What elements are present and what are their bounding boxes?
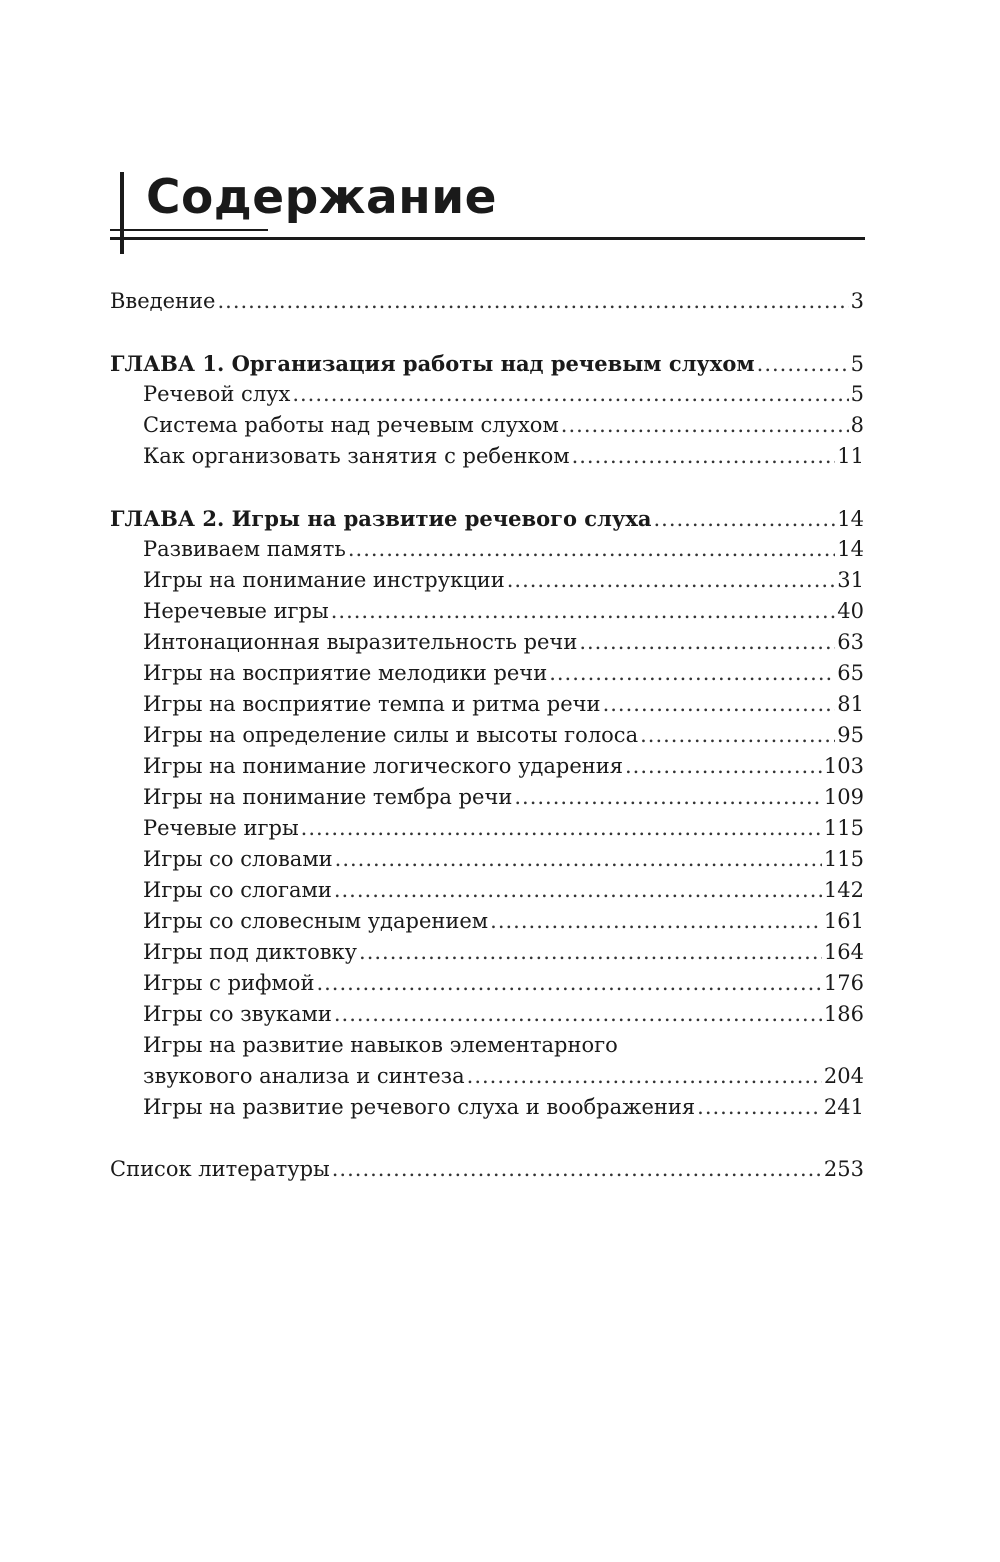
toc-entry[interactable]	[110, 1061, 864, 1092]
toc-entry-title: Игры со слогами	[143, 878, 332, 902]
dot-leader	[217, 286, 848, 317]
toc-entry-title: Речевой слух	[143, 382, 291, 406]
toc-entry[interactable]	[110, 1092, 864, 1123]
toc-entry-page: 103	[823, 754, 864, 778]
dot-leader	[625, 751, 822, 782]
toc-entry-title: Игры на определение силы и высоты голоса	[143, 723, 639, 747]
toc-entry[interactable]	[110, 937, 864, 968]
dot-leader	[572, 441, 836, 472]
toc-entry[interactable]	[110, 875, 864, 906]
toc-entry-title: Речевые игры	[143, 816, 299, 840]
heading-vertical-rule	[120, 172, 124, 254]
dot-leader	[334, 999, 822, 1030]
toc-entry-title: Игры с рифмой	[143, 971, 315, 995]
toc-entry-page: 241	[823, 1095, 864, 1119]
toc-entry-title: Игры на развитие речевого слуха и воображения	[143, 1095, 696, 1119]
toc-entry-title: Развиваем память	[143, 537, 346, 561]
dot-leader	[467, 1061, 822, 1092]
dot-leader	[316, 968, 821, 999]
dot-leader	[757, 349, 849, 380]
dot-leader	[348, 534, 835, 565]
toc-entry[interactable]	[110, 906, 864, 937]
toc-entry-bibliography[interactable]	[110, 1154, 864, 1185]
dot-leader	[514, 782, 822, 813]
dot-leader	[301, 813, 822, 844]
toc-entry-page: 176	[823, 971, 864, 995]
toc-entry-title: Игры со звуками	[143, 1002, 332, 1026]
toc-entry-page: 31	[837, 568, 864, 592]
dot-leader	[332, 1154, 822, 1185]
toc-entry-page: 63	[837, 630, 864, 654]
toc-entry-title: Игры под диктовку	[143, 940, 358, 964]
heading-rule	[110, 237, 865, 240]
toc-entry-title: Игры на восприятие темпа и ритма речи	[143, 692, 601, 716]
dot-leader	[549, 658, 835, 689]
toc-entry-title: Система работы над речевым слухом	[143, 413, 559, 437]
toc-entry[interactable]	[110, 720, 864, 751]
toc-entry[interactable]	[110, 782, 864, 813]
toc-entry-page: 8	[850, 413, 864, 437]
toc-entry-page: 40	[837, 599, 864, 623]
dot-leader	[561, 410, 849, 441]
toc-entry-page: 3	[850, 289, 864, 313]
dot-leader	[603, 689, 836, 720]
toc-chapter-page: 14	[837, 507, 864, 531]
toc-entry[interactable]	[110, 968, 864, 999]
dot-leader	[490, 906, 822, 937]
toc-entry-page: 14	[837, 537, 864, 561]
toc-entry-page: 186	[823, 1002, 864, 1026]
toc-entry-page: 164	[823, 940, 864, 964]
dot-leader	[331, 596, 836, 627]
toc-entry[interactable]	[110, 596, 864, 627]
dot-leader	[292, 379, 848, 410]
toc-entry[interactable]	[110, 379, 864, 410]
toc-entry-page: 142	[823, 878, 864, 902]
toc-entry[interactable]	[110, 565, 864, 596]
toc-chapter-title: ГЛАВА 1. Организация работы над речевым слухом	[110, 351, 755, 376]
toc-entry-title: Игры со словесным ударением	[143, 909, 489, 933]
toc-entry-title: Как организовать занятия с ребенком	[143, 444, 570, 468]
toc-entry-title: Интонационная выразительность речи	[143, 630, 578, 654]
dot-leader	[335, 844, 822, 875]
toc-entry[interactable]	[110, 441, 864, 472]
toc-chapter-page: 5	[850, 352, 864, 376]
toc-entry[interactable]	[110, 534, 864, 565]
toc-entry-title: Игры на понимание инструкции	[143, 568, 505, 592]
toc-entry-page: 109	[823, 785, 864, 809]
toc-entry-title: Игры со словами	[143, 847, 333, 871]
dot-leader	[359, 937, 822, 968]
toc-entry[interactable]	[110, 410, 864, 441]
toc-entry[interactable]	[110, 813, 864, 844]
toc-entry-page: 95	[837, 723, 864, 747]
toc-entry[interactable]	[110, 844, 864, 875]
toc-entry-title: звукового анализа и синтеза	[143, 1064, 465, 1088]
dot-leader	[507, 565, 836, 596]
dot-leader	[697, 1092, 822, 1123]
table-of-contents	[110, 286, 864, 1185]
toc-chapter-title: ГЛАВА 2. Игры на развитие речевого слуха	[110, 506, 652, 531]
toc-entry-page: 5	[850, 382, 864, 406]
toc-entry[interactable]	[110, 689, 864, 720]
toc-entry-line1[interactable]: Игры на развитие навыков элементарного	[143, 1033, 618, 1057]
dot-leader	[579, 627, 835, 658]
toc-entry-page: 204	[823, 1064, 864, 1088]
toc-entry[interactable]	[110, 999, 864, 1030]
toc-entry-page: 65	[837, 661, 864, 685]
toc-entry-title: Введение	[110, 289, 216, 313]
toc-entry-page: 81	[837, 692, 864, 716]
toc-entry-page: 11	[837, 444, 864, 468]
toc-entry-page: 115	[823, 816, 864, 840]
toc-entry[interactable]	[110, 658, 864, 689]
toc-entry-page: 161	[823, 909, 864, 933]
toc-chapter-1[interactable]	[110, 348, 864, 379]
toc-entry[interactable]	[110, 627, 864, 658]
toc-entry-page: 115	[823, 847, 864, 871]
toc-entry-title: Игры на понимание тембра речи	[143, 785, 513, 809]
toc-entry-title: Игры на восприятие мелодики речи	[143, 661, 548, 685]
toc-entry-intro[interactable]	[110, 286, 864, 317]
toc-entry-page: 253	[823, 1157, 864, 1181]
toc-entry[interactable]	[110, 751, 864, 782]
dot-leader	[640, 720, 835, 751]
toc-entry-title: Список литературы	[110, 1157, 330, 1181]
toc-entry-title: Неречевые игры	[143, 599, 329, 623]
toc-entry-title: Игры на понимание логического ударения	[143, 754, 623, 778]
page-title: Содержание	[146, 170, 498, 225]
toc-chapter-2[interactable]	[110, 503, 864, 534]
dot-leader	[334, 875, 822, 906]
dot-leader	[653, 504, 835, 535]
